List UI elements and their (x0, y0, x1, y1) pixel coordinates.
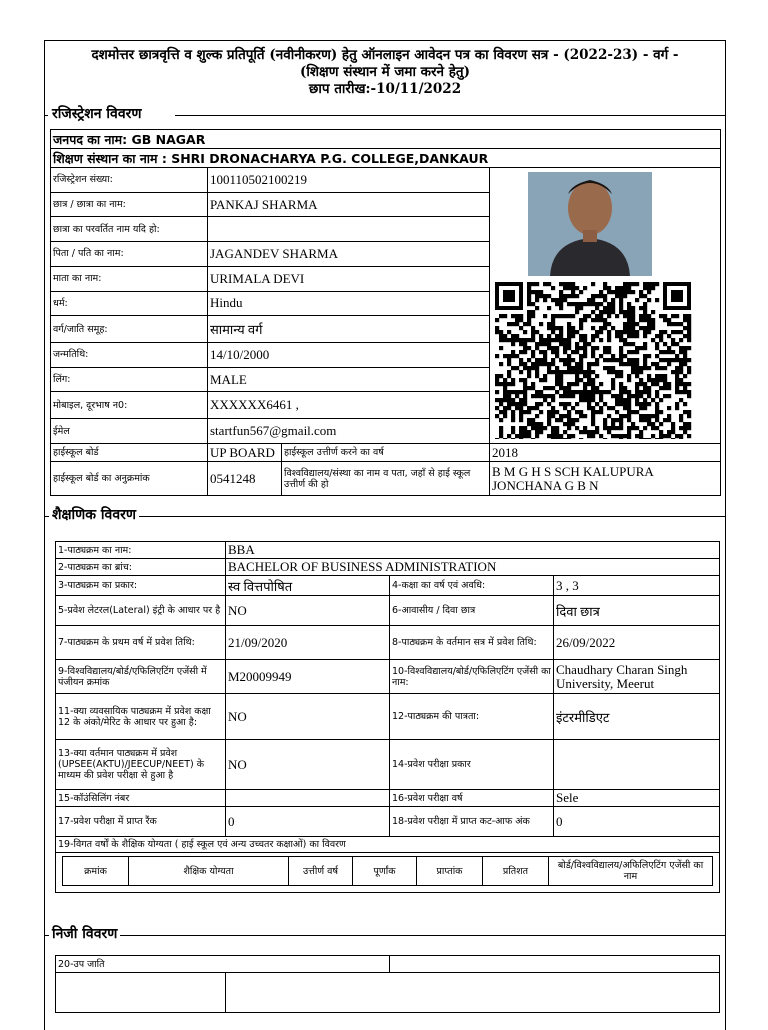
course-type: स्व वित्तपोषित (226, 576, 390, 596)
institute-name: शिक्षण संस्थान का नाम : SHRI DRONACHARYA P.G. COLLEGE,DANKAUR (51, 149, 721, 168)
entrance-exam-year: Sele (554, 790, 720, 807)
district-name: जनपद का नाम: GB NAGAR (51, 130, 721, 149)
column-header: उत्तीर्ण वर्ष (289, 857, 353, 886)
field-label: छात्र / छात्रा का नाम: (51, 192, 208, 217)
academic-table (55, 541, 720, 893)
university-name: Chaudhary Charan Singh University, Meerut (554, 660, 720, 694)
previous-education-cell (56, 853, 720, 893)
changed-name (208, 217, 490, 242)
photo-qr-graphic (490, 168, 721, 439)
lateral-entry: NO (226, 596, 390, 626)
previous-education-label: 19-विगत वर्षों के शैक्षिक योग्यता ( हाई स्कूल एवं अन्य उच्चतर कक्षाओं) का विवरण (56, 837, 720, 853)
entrance-exam-type (554, 740, 720, 790)
subcaste-value (390, 956, 720, 973)
student-name: PANKAJ SHARMA (208, 192, 490, 217)
column-header: प्रतिशत (483, 857, 549, 886)
column-header: प्राप्तांक (417, 857, 483, 886)
gender: MALE (208, 367, 490, 392)
field-label: 8-पाठ्यक्रम के वर्तमान सत्र में प्रवेश तिथि: (390, 626, 554, 660)
registration-number: 100110502100219 (208, 168, 490, 193)
merit-based-admission: NO (226, 694, 390, 740)
registration-legend: रजिस्ट्रेशन विवरण (49, 104, 144, 123)
university-registration-number: M20009949 (226, 660, 390, 694)
class-year-duration: 3 , 3 (554, 576, 720, 596)
entrance-rank: 0 (226, 807, 390, 837)
date-of-birth: 14/10/2000 (208, 342, 490, 367)
empty-cell (226, 973, 720, 1013)
form-header (45, 41, 725, 98)
field-label: धर्म: (51, 291, 208, 316)
field-label: 1-पाठ्यक्रम का नाम: (56, 542, 226, 559)
mobile-number: XXXXXX6461 , (208, 392, 490, 419)
column-header: क्रमांक (63, 857, 129, 886)
field-label: 6-आवासीय / दिवा छात्र (390, 596, 554, 626)
current-session-admission-date: 26/09/2022 (554, 626, 720, 660)
cutoff-marks: 0 (554, 807, 720, 837)
father-name: JAGANDEV SHARMA (208, 242, 490, 267)
first-year-admission-date: 21/09/2020 (226, 626, 390, 660)
religion: Hindu (208, 291, 490, 316)
field-label: हाईस्कूल बोर्ड (51, 444, 208, 462)
header-subtitle: (शिक्षण संस्थान में जमा करने हेतु) (299, 64, 471, 80)
field-label: मोबाइल, दूरभाष न0: (51, 392, 208, 419)
course-eligibility: इंटरमीडिएट (554, 694, 720, 740)
field-label: 5-प्रवेश लेटरल(Lateral) इंट्री के आधार पर है (56, 596, 226, 626)
field-label: 13-क्या वर्तमान पाठ्यक्रम में प्रवेश (UPSEE(AKTU)/JEECUP/NEET) के माध्यम की प्रवेश परीक्षा से हुआ है (56, 740, 226, 790)
field-label: ईमेल (51, 419, 208, 444)
print-date: छाप तारीख:-10/11/2022 (308, 81, 462, 97)
course-branch: BACHELOR OF BUSINESS ADMINISTRATION (226, 559, 720, 576)
academic-legend: शैक्षणिक विवरण (49, 505, 139, 524)
entrance-exam-admission: NO (226, 740, 390, 790)
field-label: पिता / पति का नाम: (51, 242, 208, 267)
field-label: 15-कॉउंसिलिंग नंबर (56, 790, 226, 807)
field-label: 3-पाठ्यक्रम का प्रकार: (56, 576, 226, 596)
personal-legend: निजी विवरण (49, 924, 120, 943)
field-label: छात्रा का परवर्तित नाम यदि हो: (51, 217, 208, 242)
header-title: दशमोत्तर छात्रवृत्ति व शुल्क प्रतिपूर्ति (नवीनीकरण) हेतु ऑनलाइन आवेदन पत्र का विवरण सत्र - (2022-23) - वर्ग - (91, 47, 679, 63)
field-label: माता का नाम: (51, 266, 208, 291)
field-label: जन्मतिथि: (51, 342, 208, 367)
field-label: 12-पाठ्यक्रम की पात्रता: (390, 694, 554, 740)
hs-school: B M G H S SCH KALUPURA JONCHANA G B N (490, 462, 721, 496)
field-label: 4-कक्षा का वर्ष एवं अवधि: (390, 576, 554, 596)
field-label: 10-विश्वविद्यालय/बोर्ड/एफिलिएटिंग एजेंसी का नाम: (390, 660, 554, 694)
field-label: 7-पाठ्यक्रम के प्रथम वर्ष में प्रवेश तिथि: (56, 626, 226, 660)
qr-code (495, 282, 691, 439)
course-name: BBA (226, 542, 720, 559)
field-label: 17-प्रवेश परीक्षा में प्राप्त रैंक (56, 807, 226, 837)
hs-board: UP BOARD (208, 444, 282, 462)
registration-table (50, 129, 721, 496)
student-photo (528, 172, 652, 276)
residential-status: दिवा छात्र (554, 596, 720, 626)
hs-roll-number: 0541248 (208, 462, 282, 496)
column-header: पूर्णांक (353, 857, 417, 886)
field-label: हाईस्कूल बोर्ड का अनुक्रमांक (51, 462, 208, 496)
academic-section (45, 507, 725, 882)
field-label: 11-क्या व्यवसायिक पाठ्यक्रम में प्रवेश कक्षा 12 के अंको/मेरिट के आधार पर हुआ है: (56, 694, 226, 740)
personal-section (45, 926, 725, 970)
previous-education-table (62, 856, 713, 886)
caste-category: सामान्य वर्ग (208, 316, 490, 343)
field-label: लिंग: (51, 367, 208, 392)
subcaste-label: 20-उप जाति (56, 956, 390, 973)
field-label: 9-विश्वविद्यालय/बोर्ड/एफिलिएटिंग एजेंसी में पंजीयन क्रमांक (56, 660, 226, 694)
personal-table (55, 955, 720, 1013)
counselling-number (226, 790, 390, 807)
field-label: विश्वविद्यालय/संस्था का नाम व पता, जहाँ से हाई स्कूल उत्तीर्ण की हो (282, 462, 490, 496)
hs-year: 2018 (490, 444, 721, 462)
field-label: 16-प्रवेश परीक्षा वर्ष (390, 790, 554, 807)
field-label: 14-प्रवेश परीक्षा प्रकार (390, 740, 554, 790)
field-label: 18-प्रवेश परीक्षा में प्राप्त कट-आफ अंक (390, 807, 554, 837)
email: startfun567@gmail.com (208, 419, 490, 444)
photo-qr-cell (490, 168, 721, 444)
mother-name: URIMALA DEVI (208, 266, 490, 291)
field-label: 2-पाठ्यक्रम का ब्रांच: (56, 559, 226, 576)
application-form (44, 40, 726, 1030)
empty-cell (56, 973, 226, 1013)
field-label: रजिस्ट्रेशन संख्या: (51, 168, 208, 193)
column-header: बोर्ड/विश्वविद्यालय/अफिलिएटिंग एजेंसी का नाम (549, 857, 713, 886)
field-label: वर्ग/जाति समूह: (51, 316, 208, 343)
field-label: हाईस्कूल उत्तीर्ण करने का वर्ष (282, 444, 490, 462)
column-header: शैक्षिक योग्यता (129, 857, 289, 886)
